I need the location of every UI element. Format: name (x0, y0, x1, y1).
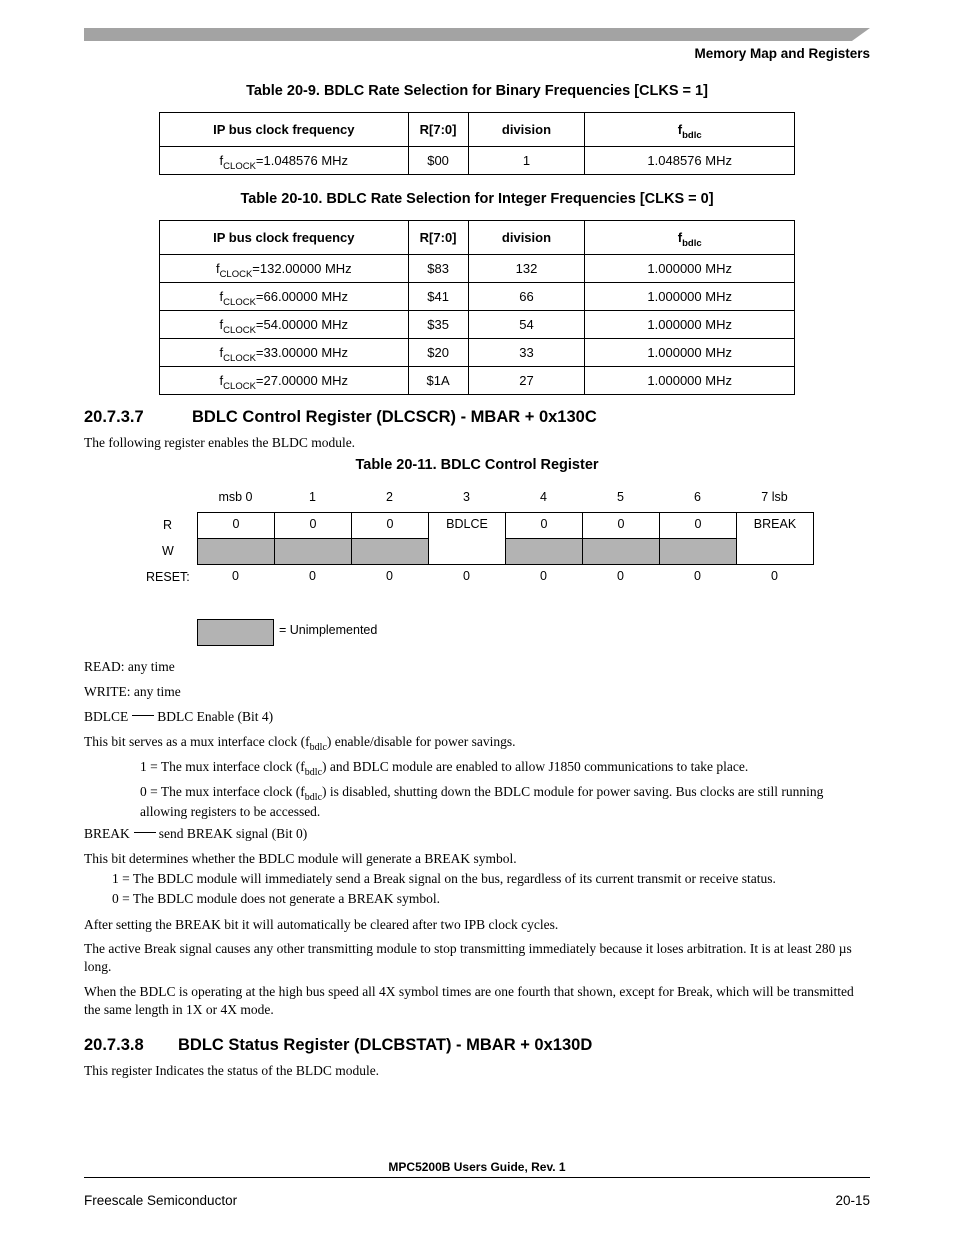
table-cell: 54 (468, 311, 585, 339)
table-header-row (160, 113, 795, 147)
header-bar (84, 28, 870, 41)
table-cell: 1 (468, 147, 585, 175)
table-cell: $1A (408, 367, 468, 395)
table-cell: 1.000000 MHz (585, 311, 795, 339)
table-cell: $f_{CLOCK}=27.00000$ MHz (160, 367, 409, 395)
row-label-reset: RESET: (146, 570, 190, 584)
section-intro: This register Indicates the status of the BLDC module. (84, 1063, 380, 1078)
column-header: IP bus clock frequency (160, 113, 409, 147)
column-header: $f_{bdlc}$ (585, 221, 795, 255)
bit-label: msb 0 (218, 490, 253, 504)
column-header: division (468, 113, 585, 147)
table-cell: $f_{CLOCK}=54.00000$ MHz (160, 311, 409, 339)
column-header: R[7:0] (408, 113, 468, 147)
register-cell-break: BREAK (736, 512, 814, 565)
section-heading-20-7-3-7: 20.7.3.7 BDLC Control Register (DLCSCR) - MBAR + 0x130C (84, 408, 597, 426)
break-field-heading: BREAK send BREAK signal (Bit 0) (84, 826, 308, 841)
reset-value: 0 (540, 569, 547, 583)
footer-rule (84, 1177, 870, 1178)
bdlce-option-0: 0 = The mux interface clock $(f_{bdlc})$ is disabled, shutting down the BDLC module for power saving. Bus clocks are still running allowing registers to be accessed. (140, 784, 824, 819)
bit-label: 5 (617, 490, 624, 504)
table-cell: 66 (468, 283, 585, 311)
bit-label: 6 (694, 490, 701, 504)
table-cell: $00 (408, 147, 468, 175)
read-text: READ: any time (84, 659, 175, 674)
column-header: division (468, 221, 585, 255)
table-9-caption: Table 20-9. BDLC Rate Selection for Binary Frequencies [CLKS = 1] (246, 83, 708, 99)
table-row (160, 147, 795, 175)
register-cell-r: 0 (659, 512, 737, 539)
reset-value: 0 (617, 569, 624, 583)
column-header: R[7:0] (408, 221, 468, 255)
register-cell-bdlce: BDLCE (428, 512, 506, 565)
table-cell: 132 (468, 255, 585, 283)
table-row (160, 339, 795, 367)
table-row (160, 283, 795, 311)
row-label-r: R (163, 518, 173, 532)
table-cell: 27 (468, 367, 585, 395)
bdlce-field-heading: BDLCE BDLC Enable (Bit 4) (84, 709, 274, 724)
section-intro: The following register enables the BLDC module. (84, 435, 356, 450)
table-cell: 1.000000 MHz (585, 255, 795, 283)
legend-swatch (197, 619, 274, 646)
footer-company: Freescale Semiconductor (84, 1193, 238, 1208)
table-cell: 1.000000 MHz (585, 283, 795, 311)
table-cell: $f_{CLOCK}=132.00000$ MHz (160, 255, 409, 283)
reset-value: 0 (771, 569, 778, 583)
bit-label: 4 (540, 490, 547, 504)
table-cell: $f_{CLOCK}=1.048576$ MHz (160, 147, 409, 175)
running-header: Memory Map and Registers (694, 46, 870, 61)
register-diagram (197, 490, 814, 650)
footer-doc-title: MPC5200B Users Guide, Rev. 1 (388, 1160, 566, 1174)
break-option-0: 0 = The BDLC module does not generate a BREAK symbol. (112, 891, 440, 906)
reset-value: 0 (232, 569, 239, 583)
table-11-caption: Table 20-11. BDLC Control Register (355, 457, 599, 473)
break-option-1: 1 = The BDLC module will immediately send a Break signal on the bus, regardless of its current transmit or receive status. (112, 871, 776, 886)
table-cell: $83 (408, 255, 468, 283)
bit-label: 1 (309, 490, 316, 504)
row-label-w: W (162, 544, 174, 558)
table-cell: 1.000000 MHz (585, 339, 795, 367)
unimplemented-cell (351, 538, 429, 565)
reset-value: 0 (309, 569, 316, 583)
table-row (160, 311, 795, 339)
write-text: WRITE: any time (84, 684, 181, 699)
table-cell: $f_{CLOCK}=33.00000$ MHz (160, 339, 409, 367)
paragraph-bus-speed: When the BDLC is operating at the high bus speed all 4X symbol times are one fourth that shown, except for Break, which will be transmitted the same length in 1X or 4X mode. (84, 984, 854, 1017)
legend-label: = Unimplemented (279, 623, 378, 637)
unimplemented-cell (197, 538, 275, 565)
table-cell: $41 (408, 283, 468, 311)
column-header: $f_{bdlc}$ (585, 113, 795, 147)
register-cell-r: 0 (582, 512, 660, 539)
unimplemented-cell (274, 538, 352, 565)
table-row (160, 367, 795, 395)
table-cell: 1.048576 MHz (585, 147, 795, 175)
bit-label: 3 (463, 490, 470, 504)
paragraph-after-break: After setting the BREAK bit it will automatically be cleared after two IPB clock cycles. (84, 917, 559, 932)
em-dash (132, 715, 154, 716)
table-cell: $20 (408, 339, 468, 367)
page-number: 20-15 (835, 1193, 870, 1208)
table-row (160, 255, 795, 283)
column-header: IP bus clock frequency (160, 221, 409, 255)
reset-value: 0 (694, 569, 701, 583)
bdlce-description: This bit serves as a mux interface clock $(f_{bdlc})$ enable/disable for power savings. (84, 734, 516, 753)
table-cell: 33 (468, 339, 585, 367)
bit-label: 7 lsb (761, 490, 788, 504)
reset-value: 0 (463, 569, 470, 583)
table-9 (159, 112, 795, 175)
paragraph-active-break: The active Break signal causes any other transmitting module to stop transmitting immediately because it loses arbitration. It is at least 280 µs long. (84, 941, 852, 974)
table-cell: 1.000000 MHz (585, 367, 795, 395)
register-cell-r: 0 (197, 512, 275, 539)
section-heading-20-7-3-8: 20.7.3.8 BDLC Status Register (DLCBSTAT) - MBAR + 0x130D (84, 1036, 593, 1054)
unimplemented-cell (505, 538, 583, 565)
table-cell: $f_{CLOCK}=66.00000$ MHz (160, 283, 409, 311)
reset-value: 0 (386, 569, 393, 583)
table-cell: $35 (408, 311, 468, 339)
break-description: This bit determines whether the BDLC module will generate a BREAK symbol. (84, 851, 517, 866)
register-cell-r: 0 (274, 512, 352, 539)
bdlce-option-1: 1 = The mux interface clock $(f_{bdlc})$ and BDLC module are enabled to allow J1850 communications to take place. (140, 759, 749, 778)
register-cell-r: 0 (351, 512, 429, 539)
table-10-caption: Table 20-10. BDLC Rate Selection for Integer Frequencies [CLKS = 0] (240, 191, 714, 207)
table-header-row (160, 221, 795, 255)
unimplemented-cell (582, 538, 660, 565)
bit-label: 2 (386, 490, 393, 504)
em-dash (134, 832, 156, 833)
unimplemented-cell (659, 538, 737, 565)
table-10 (159, 220, 795, 395)
register-cell-r: 0 (505, 512, 583, 539)
